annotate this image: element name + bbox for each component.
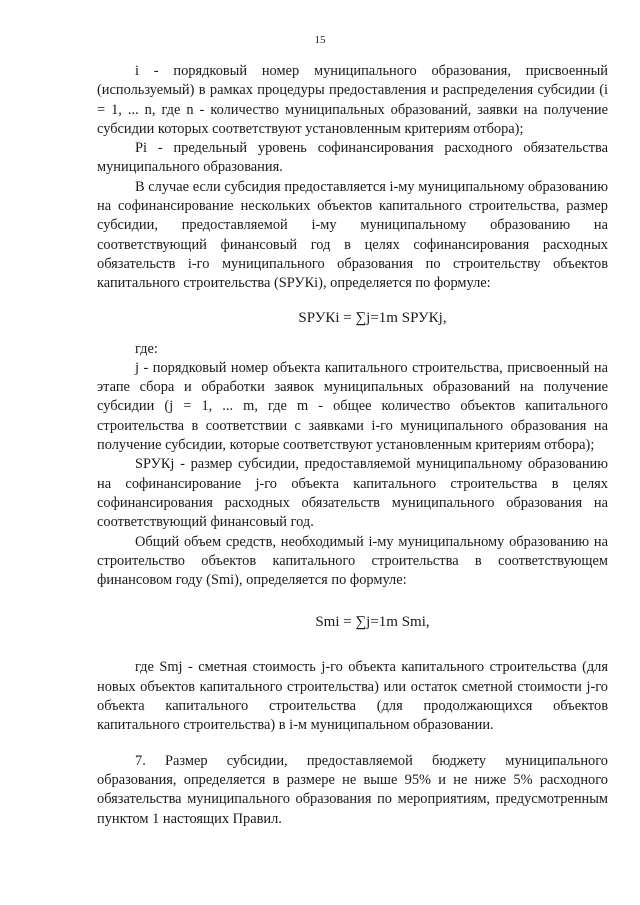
formula-total-cost-text: Smi = ∑j=1m Smi, <box>315 614 430 631</box>
paragraph-index-j-definition: j - порядковый номер объекта капитального строительства, присвоенный на этапе сбора и обработки заявок муниципальных образований на получение субсидии (j = 1, ... m, где m - общее количество объектов капитального строительства в соответствии с заявками i-го муниципального образования на получение субсидии, которые соответствуют установленным критериям отбора); <box>97 359 608 454</box>
formula-total-cost <box>97 604 608 640</box>
paragraph-multiple-objects: В случае если субсидия предоставляется i-му муниципальному образованию на софинансирование нескольких объектов капитального строительства, размер субсидии, предоставляемой i-му муниципальному образованию на соответствующий финансовый год в целях софинансирования расходных обязательств i-го муниципального образования по строительству объектов капитального строительства (SРУКi), определяется по формуле: <box>97 178 608 292</box>
formula-subsidy-sum <box>97 300 608 336</box>
formula-subsidy-sum-text: SРУКi = ∑j=1m SРУКj, <box>298 309 447 326</box>
paragraph-pi-definition: Pi - предельный уровень софинансирования расходного обязательства муниципального образования. <box>97 140 608 176</box>
page-number: 15 <box>314 34 326 46</box>
paragraph-where: где: <box>135 340 158 357</box>
document-body <box>97 62 608 829</box>
paragraph-index-i-definition: i - порядковый номер муниципального образования, присвоенный (используемый) в рамках процедуры предоставления и распределения субсидии (i = 1, ... n, где n - количество муниципальных образований, заявки на получение субсидии которых соответствуют установленным критериям отбора); <box>97 63 608 137</box>
paragraph-smj-definition: где Smj - сметная стоимость j-го объекта капитального строительства (для новых объектов капитального строительства) или остаток сметной стоимости j-го объекта капитального строительства (для продолжающихся объектов капитального строительства) в i-м муниципальном образовании. <box>97 659 608 734</box>
paragraph-item-7: 7. Размер субсидии, предоставляемой бюджету муниципального образования, определяется в размере не выше 95% и не ниже 5% расходного обязательства муниципального образования по мероприятиям, предусмотренным пунктом 1 настоящих Правил. <box>97 752 608 827</box>
paragraph-srukj-definition: SРУКj - размер субсидии, предоставляемой муниципальному образованию на софинансирование j-го объекта капитального строительства в целях софинансирования расходных обязательств муниципального образования на соответствующий финансовый год. <box>97 456 608 531</box>
paragraph-total-funds: Общий объем средств, необходимый i-му муниципальному образованию на строительство объектов капитального строительства в соответствующем финансовом году (Smi), определяется по формуле: <box>97 533 608 589</box>
